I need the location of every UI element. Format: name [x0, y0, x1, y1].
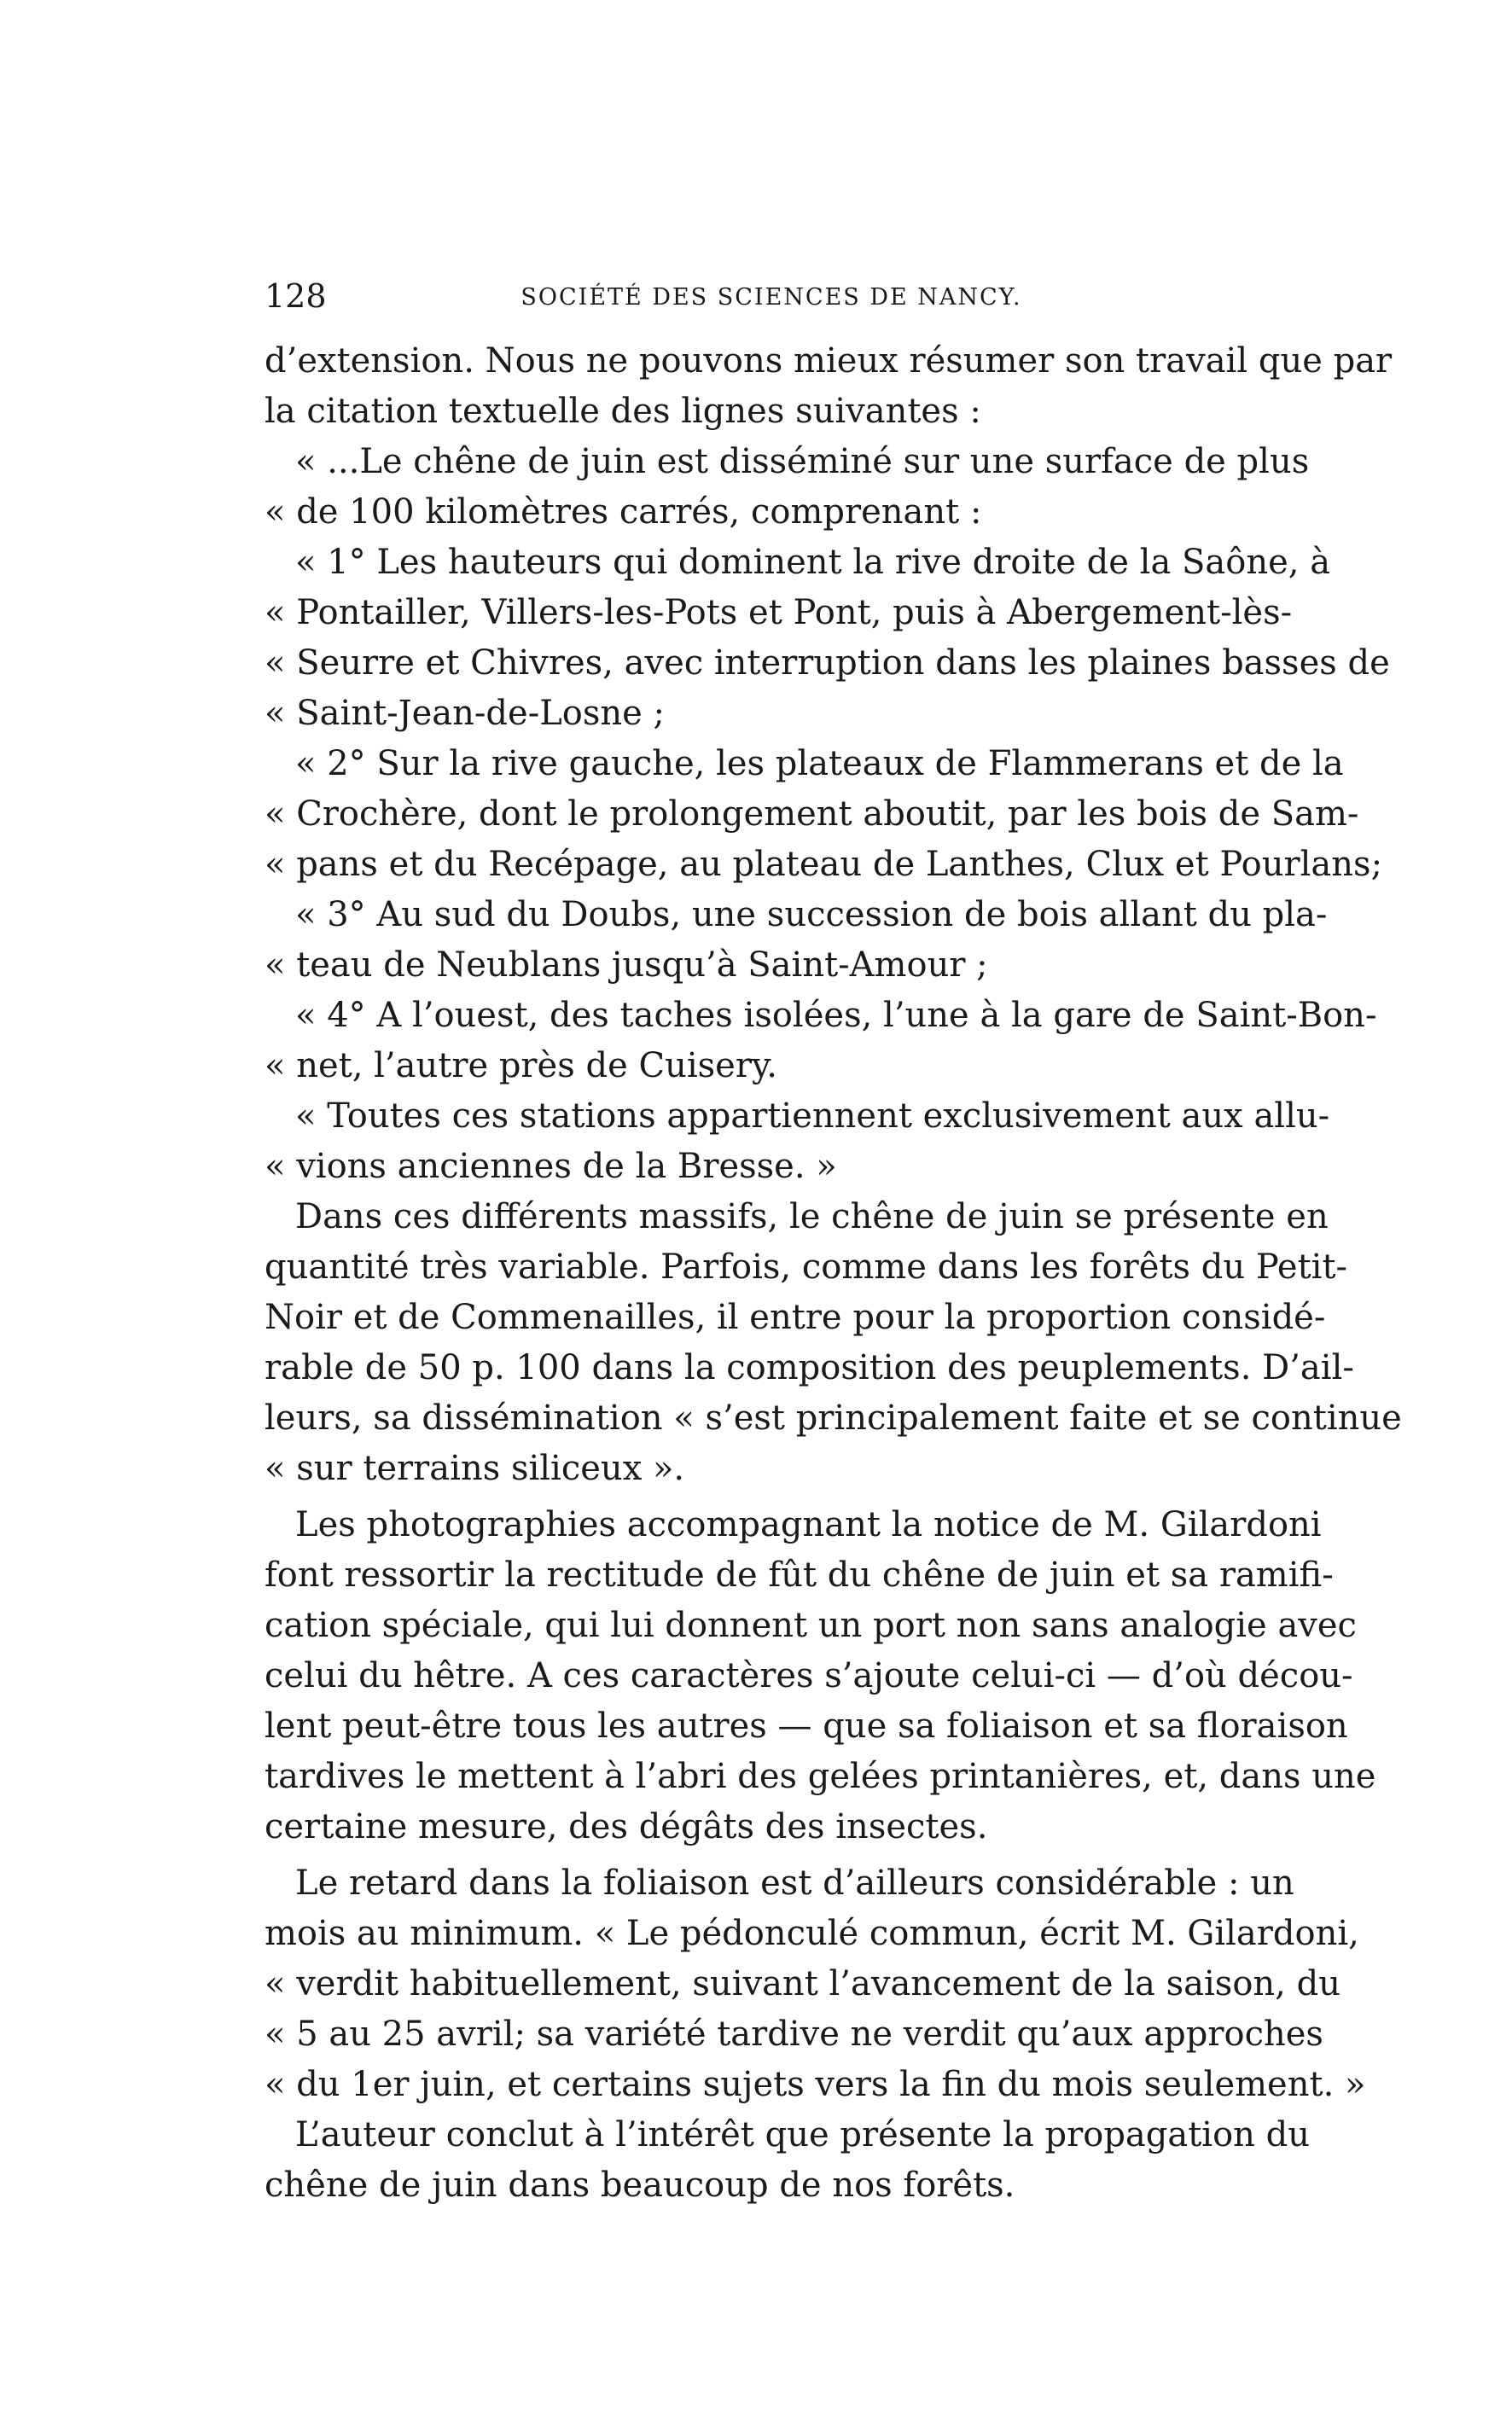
text-line: cation spéciale, qui lui donnent un port non sans analogie avec	[265, 1606, 1357, 1645]
text-line: Noir et de Commenailles, il entre pour la proportion considé-	[265, 1298, 1326, 1337]
text-line: lent peut-être tous les autres — que sa foliaison et sa floraison	[265, 1707, 1348, 1746]
text-line: « de 100 kilomètres carrés, comprenant :	[265, 492, 982, 532]
text-line: rable de 50 p. 100 dans la composition des peuplements. D’ail-	[265, 1348, 1354, 1387]
text-line: « Saint-Jean-de-Losne ;	[265, 694, 666, 733]
text-line: « ...Le chêne de juin est disséminé sur une surface de plus	[295, 442, 1310, 481]
text-line: font ressortir la rectitude de fût du chêne de juin et sa ramifi-	[265, 1555, 1334, 1595]
text-line: « 1° Les hauteurs qui dominent la rive droite de la Saône, à	[295, 543, 1331, 582]
text-line: la citation textuelle des lignes suivantes :	[265, 392, 981, 431]
text-line: tardives le mettent à l’abri des gelées printanières, et, dans une	[265, 1757, 1376, 1796]
body-text	[265, 336, 1402, 2211]
page-header	[265, 275, 1278, 317]
text-line: « verdit habituellement, suivant l’avancement de la saison, du	[265, 1964, 1340, 2003]
text-line: « Crochère, dont le prolongement aboutit, par les bois de Sam-	[265, 794, 1359, 834]
text-line: « 2° Sur la rive gauche, les plateaux de Flammerans et de la	[295, 744, 1344, 783]
text-line: quantité très variable. Parfois, comme dans les forêts du Petit-	[265, 1247, 1348, 1287]
text-line: « pans et du Recépage, au plateau de Lanthes, Clux et Pourlans;	[265, 845, 1383, 884]
text-line: Dans ces différents massifs, le chêne de juin se présente en	[295, 1197, 1329, 1236]
text-line: « 5 au 25 avril; sa variété tardive ne verdit qu’aux approches	[265, 2015, 1323, 2054]
text-line: « Seurre et Chivres, avec interruption dans les plaines basses de	[265, 643, 1390, 683]
text-line: chêne de juin dans beaucoup de nos forêts.	[265, 2166, 1015, 2205]
text-line: « sur terrains siliceux ».	[265, 1449, 685, 1488]
text-line: « Pontailler, Villers-les-Pots et Pont, puis à Abergement-lès-	[265, 593, 1293, 632]
running-head: SOCIÉTÉ DES SCIENCES DE NANCY.	[520, 284, 1022, 311]
text-line: « Toutes ces stations appartiennent exclusivement aux allu-	[295, 1096, 1330, 1136]
text-line: mois au minimum. « Le pédonculé commun, écrit M. Gilardoni,	[265, 1914, 1359, 1953]
text-line: « 4° A l’ouest, des taches isolées, l’une à la gare de Saint-Bon-	[295, 996, 1377, 1035]
text-line: « teau de Neublans jusqu’à Saint-Amour ;	[265, 945, 988, 985]
text-line: leurs, sa dissémination « s’est principalement faite et se continue	[265, 1398, 1402, 1438]
text-line: celui du hêtre. A ces caractères s’ajoute celui-ci — d’où décou-	[265, 1656, 1353, 1695]
text-line: « vions anciennes de la Bresse. »	[265, 1147, 837, 1186]
text-line: Les photographies accompagnant la notice de M. Gilardoni	[295, 1505, 1322, 1544]
text-line: Le retard dans la foliaison est d’ailleurs considérable : un	[295, 1864, 1294, 1903]
page-number: 128	[265, 277, 327, 315]
text-line: « net, l’autre près de Cuisery.	[265, 1046, 777, 1085]
text-line: « du 1er juin, et certains sujets vers la fin du mois seulement. »	[265, 2065, 1366, 2104]
text-line: « 3° Au sud du Doubs, une succession de bois allant du pla-	[295, 895, 1328, 934]
text-line: d’extension. Nous ne pouvons mieux résumer son travail que par	[265, 341, 1393, 381]
text-line: certaine mesure, des dégâts des insectes.	[265, 1807, 988, 1846]
text-line: L’auteur conclut à l’intérêt que présente la propagation du	[295, 2115, 1311, 2154]
